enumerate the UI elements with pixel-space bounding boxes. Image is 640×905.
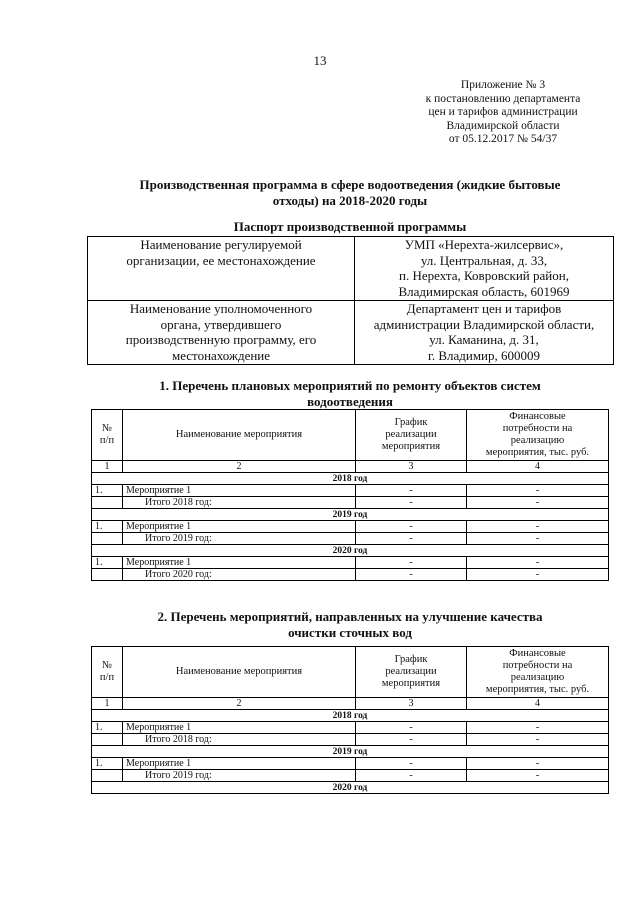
passport-table [87,236,614,365]
text-line: п/п [99,435,115,446]
page-number: 13 [313,53,327,68]
year-label: 2020 год [92,782,609,794]
row-number: 1. [92,485,123,497]
table-row [92,722,609,734]
year-label: 2018 год [92,710,609,722]
text-line: Наименование уполномоченного [129,301,313,316]
finance-value: - [467,557,609,569]
finance-value: - [467,758,609,770]
year-label: 2019 год [92,509,609,521]
appendix-line: Приложение № 3 [460,79,546,91]
text-line: УМП «Нерехта-жилсервис», [404,237,564,252]
text-line: п. Нерехта, Ковровский район, [399,268,569,283]
table-row [92,521,609,533]
passport-label [88,237,355,301]
total-row [92,770,609,782]
row-number [92,569,123,581]
schedule-value: - [356,758,467,770]
passport-row [88,237,614,301]
finance-value: - [467,485,609,497]
column-number: 1 [92,461,123,473]
schedule-value: - [356,569,467,581]
total-label: Итого 2020 год: [123,569,356,581]
text-line: реализации [385,666,437,677]
text-line: ул. Каманина, д. 31, [429,332,539,347]
passport-value [355,301,614,365]
document-title-line: Производственная программа в сфере водоотведения (жидкие бытовые [139,177,561,192]
text-line: реализацию [510,435,565,446]
schedule-value: - [356,770,467,782]
schedule-value: - [356,557,467,569]
finance-value: - [467,533,609,545]
activity-name: Мероприятие 1 [123,722,356,734]
text-line: реализацию [510,672,565,683]
passport-heading: Паспорт производственной программы [233,219,467,234]
text-line: № [101,423,113,434]
header-schedule [356,410,467,461]
section-2-title [90,609,610,641]
schedule-value: - [356,521,467,533]
text-line: График [394,654,428,665]
text-line: мероприятия, тыс. руб. [485,447,590,458]
row-number [92,734,123,746]
section-1-title [90,378,610,410]
section-title-line: 2. Перечень мероприятий, направленных на улучшение качества [157,609,543,624]
year-row [92,746,609,758]
text-line: потребности на [502,423,573,434]
schedule-value: - [356,485,467,497]
section-title-line: водоотведения [307,394,393,409]
total-row [92,497,609,509]
column-number: 2 [123,461,356,473]
text-line: мероприятия, тыс. руб. [485,684,590,695]
total-row [92,569,609,581]
document-title [90,177,610,209]
total-row [92,734,609,746]
column-number-row [92,461,609,473]
text-line: г. Владимир, 600009 [427,347,541,363]
total-label: Итого 2018 год: [123,497,356,509]
column-number: 2 [123,698,356,710]
total-label: Итого 2019 год: [123,533,356,545]
column-number: 3 [356,698,467,710]
activity-name: Мероприятие 1 [123,485,356,497]
activity-name: Мероприятие 1 [123,758,356,770]
activity-name: Мероприятие 1 [123,521,356,533]
section-1-table [91,409,609,581]
header-name: Наименование мероприятия [123,647,356,698]
text-line: реализации [385,429,437,440]
year-label: 2018 год [92,473,609,485]
total-row [92,533,609,545]
row-number [92,770,123,782]
text-line: Наименование регулируемой [140,237,302,252]
section-title-line: 1. Перечень плановых мероприятий по ремонту объектов систем [159,378,541,393]
section-2-table [91,646,609,794]
section-title-line: очистки сточных вод [288,625,412,640]
text-line: мероприятия [381,678,441,689]
appendix-line: к постановлению департамента [425,92,581,105]
passport-row [88,301,614,365]
text-line: ул. Центральная, д. 33, [420,252,548,268]
finance-value: - [467,497,609,509]
table-header-row [92,647,609,698]
row-number: 1. [92,521,123,533]
finance-value: - [467,734,609,746]
row-number: 1. [92,758,123,770]
row-number: 1. [92,557,123,569]
row-number: 1. [92,722,123,734]
text-line: Финансовые [509,411,566,422]
text-line: Департамент цен и тарифов [406,301,562,316]
text-line: потребности на [502,660,573,671]
total-label: Итого 2018 год: [123,734,356,746]
year-label: 2020 год [92,545,609,557]
row-number [92,533,123,545]
text-line: производственную программу, его [125,332,317,347]
finance-value: - [467,722,609,734]
finance-value: - [467,770,609,782]
year-row [92,473,609,485]
total-label: Итого 2019 год: [123,770,356,782]
text-line: администрации Владимирской области, [373,316,595,332]
text-line: № [101,660,113,671]
table-row [92,485,609,497]
column-number: 4 [467,698,609,710]
document-title-line: отходы) на 2018-2020 годы [272,193,428,208]
header-finance [467,647,609,698]
year-row [92,710,609,722]
column-number: 1 [92,698,123,710]
header-finance [467,410,609,461]
column-number: 3 [356,461,467,473]
appendix-line: Владимирской области [446,119,560,132]
table-row [92,758,609,770]
text-line: органа, утвердившего [160,316,282,332]
year-row [92,545,609,557]
finance-value: - [467,569,609,581]
header-name: Наименование мероприятия [123,410,356,461]
year-row [92,509,609,521]
text-line: п/п [99,672,115,683]
header-num [92,647,123,698]
schedule-value: - [356,734,467,746]
text-line: График [394,417,428,428]
header-num [92,410,123,461]
row-number [92,497,123,509]
table-header-row [92,410,609,461]
appendix-line: цен и тарифов администрации [428,106,578,118]
schedule-value: - [356,533,467,545]
appendix-block [400,79,606,147]
activity-name: Мероприятие 1 [123,557,356,569]
passport-value [355,237,614,301]
schedule-value: - [356,497,467,509]
text-line: Финансовые [509,648,566,659]
text-line: организации, ее местонахождение [126,252,316,268]
year-label: 2019 год [92,746,609,758]
finance-value: - [467,521,609,533]
text-line: мероприятия [381,441,441,452]
text-line: Владимирская область, 601969 [398,283,570,299]
text-line: местонахождение [171,347,271,363]
appendix-line: от 05.12.2017 № 54/37 [448,133,558,145]
column-number-row [92,698,609,710]
passport-label [88,301,355,365]
table-row [92,557,609,569]
header-schedule [356,647,467,698]
schedule-value: - [356,722,467,734]
column-number: 4 [467,461,609,473]
year-row [92,782,609,794]
